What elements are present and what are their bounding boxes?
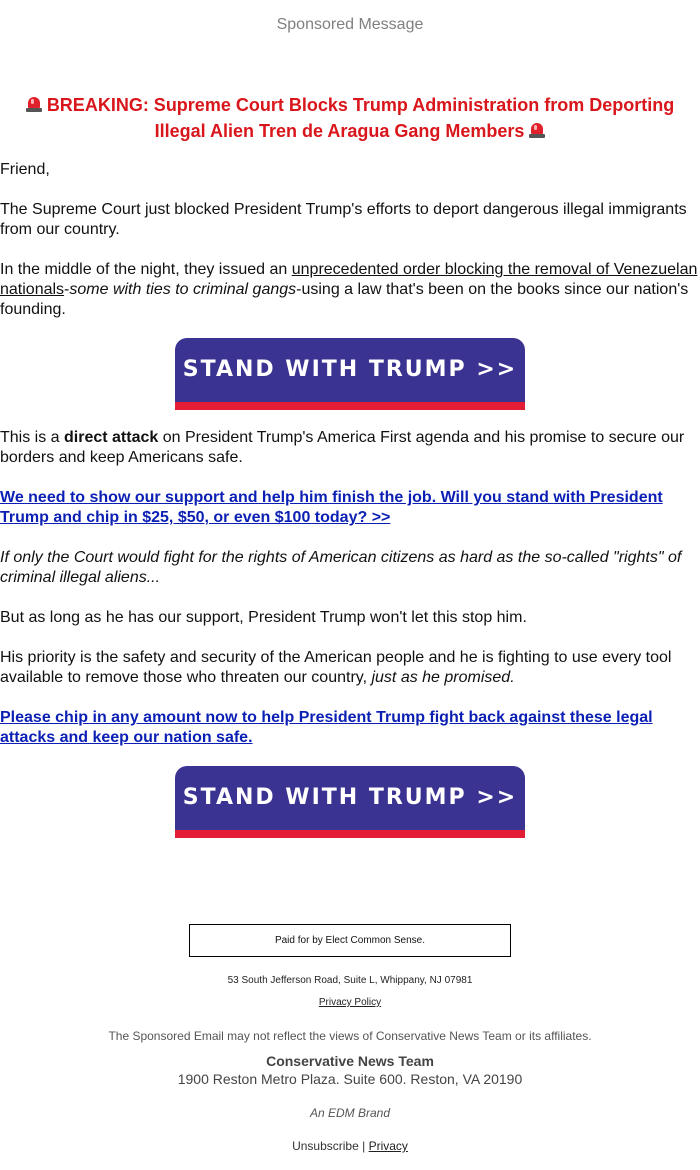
unsubscribe-link[interactable]: Unsubscribe: [292, 1139, 359, 1153]
headline: [0, 92, 700, 144]
stand-with-trump-button-2-wrap: [175, 766, 525, 838]
sender-address: 53 South Jefferson Road, Suite L, Whippany, NJ 07981: [227, 975, 473, 986]
donate-link-paragraph: [0, 488, 700, 528]
stand-with-trump-button[interactable]: STAND WITH TRUMP >>: [175, 766, 525, 838]
publisher-name: Conservative News Team: [266, 1053, 434, 1069]
greeting: Friend,: [0, 161, 50, 178]
paragraph-court-rights: [0, 548, 700, 588]
paragraph-priority: [0, 648, 700, 688]
paragraph-deport: The Supreme Court just blocked President Trump's efforts to deport dangerous illegal immigrants from our country.: [0, 201, 687, 238]
direct-attack-text: direct attack: [64, 429, 159, 446]
sponsored-label: Sponsored Message: [276, 16, 424, 33]
paragraph-support: But as long as he has our support, President Trump won't let this stop him.: [0, 609, 527, 626]
paragraph-attack-intro: This is a: [0, 429, 65, 446]
footer-links: [0, 1139, 700, 1153]
stand-with-trump-button[interactable]: STAND WITH TRUMP >>: [175, 338, 525, 410]
disclaimer: The Sponsored Email may not reflect the views of Conservative News Team or its affiliates.: [108, 1029, 592, 1043]
police-siren-icon: [26, 96, 42, 112]
donate-link-paragraph-2: [0, 708, 700, 748]
privacy-link[interactable]: Privacy: [368, 1139, 408, 1153]
gang-ties-text: some with ties to criminal gangs: [69, 281, 297, 298]
paragraph-order-intro: In the middle of the night, they issued an: [0, 261, 292, 278]
promised-text: just as he promised.: [371, 669, 515, 686]
paragraph-attack: [0, 428, 700, 468]
headline-line-2: Illegal Alien Tren de Aragua Gang Members: [154, 121, 525, 141]
stand-with-trump-button-1-wrap: [175, 338, 525, 410]
police-siren-icon: [529, 122, 545, 138]
privacy-policy-link[interactable]: Privacy Policy: [318, 997, 382, 1008]
paragraph-attack-rest: on President Trump's America First agenda and his promise to secure our borders and keep Americans safe.: [0, 429, 685, 466]
paid-for-box: Paid for by Elect Common Sense.: [189, 924, 511, 957]
headline-line-1: BREAKING: Supreme Court Blocks Trump Administration from Deporting: [46, 95, 675, 115]
dash: -: [64, 281, 70, 298]
footer-separator: |: [362, 1139, 366, 1153]
donate-link-any-amount[interactable]: Please chip in any amount now to help President Trump fight back against these legal attacks and keep our nation safe.: [0, 709, 653, 746]
paragraph-order: [0, 260, 700, 320]
paragraph-priority-main: His priority is the safety and security of the American people and he is fighting to use every tool available to remove those who threaten our country,: [0, 649, 672, 686]
court-rights-text: If only the Court would fight for the rights of American citizens as hard as the so-called "rights" of criminal illegal aliens...: [0, 549, 682, 586]
unprecedented-order-text: unprecedented order blocking the removal of Venezuelan nationals: [0, 261, 698, 298]
paragraph-order-rest: -using a law that's been on the books since our nation's founding.: [0, 281, 689, 318]
publisher-address: 1900 Reston Metro Plaza. Suite 600. Reston, VA 20190: [177, 1071, 523, 1087]
brand-line: An EDM Brand: [309, 1106, 391, 1120]
privacy-policy-line: [0, 997, 700, 1008]
donate-link-amounts[interactable]: We need to show our support and help him finish the job. Will you stand with President Trump and chip in $25, $50, or even $100 today? >>: [0, 489, 663, 526]
